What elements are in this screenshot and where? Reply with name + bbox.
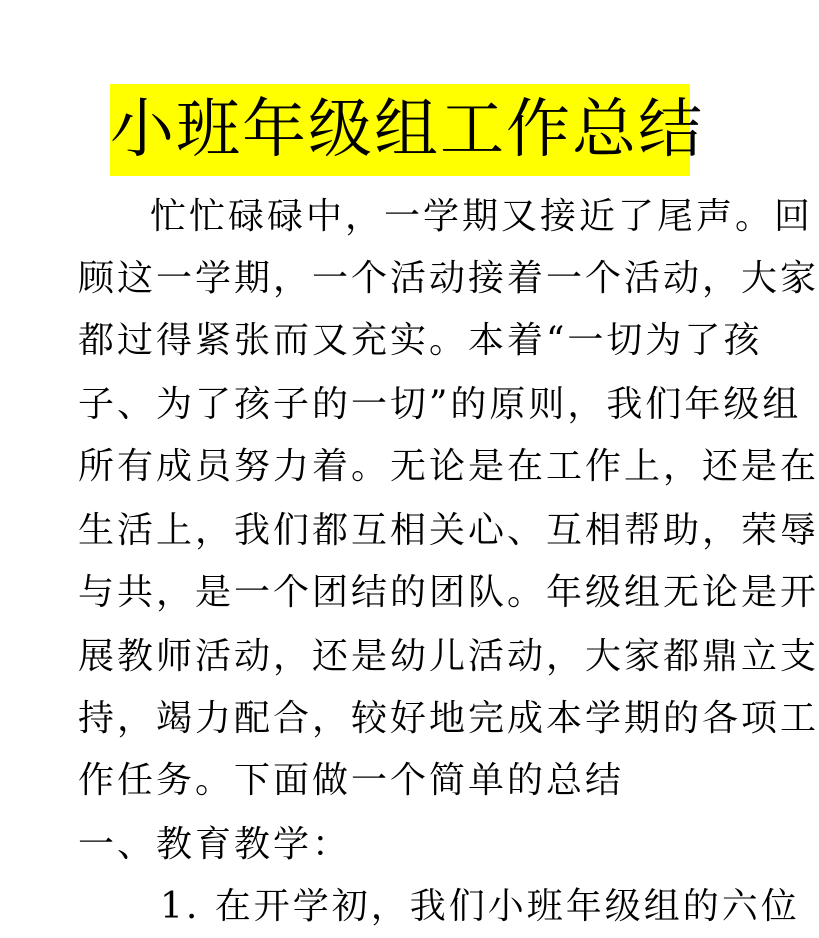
paragraph-line: 展教师活动，还是幼儿活动，大家都鼎立支 bbox=[78, 636, 819, 677]
paragraph-line: 生活上，我们都互相关心、互相帮助，荣辱 bbox=[78, 510, 819, 551]
paragraph-line: 忙忙碌碌中，一学期又接近了尾声。回 bbox=[150, 196, 814, 237]
paragraph-line: 顾这一学期，一个活动接着一个活动，大家 bbox=[78, 258, 819, 299]
paragraph-line: 所有成员努力着。无论是在工作上，还是在 bbox=[78, 446, 819, 487]
paragraph-line: 作任务。下面做一个简单的总结 bbox=[78, 760, 625, 801]
document-title: 小班年级组工作总结 bbox=[110, 93, 704, 167]
paragraph-line: 子、为了孩子的一切”的原则，我们年级组 bbox=[78, 384, 802, 425]
paragraph-line: 持，竭力配合，较好地完成本学期的各项工 bbox=[78, 698, 819, 739]
paragraph-line: 与共，是一个团结的团队。年级组无论是开 bbox=[78, 572, 819, 613]
paragraph-line: 都过得紧张而又充实。本着“一切为了孩 bbox=[78, 320, 763, 361]
paragraph-line-partial: 1. 在开学初，我们小班年级组的六位 bbox=[160, 886, 800, 927]
section-heading: 一、教育教学： bbox=[78, 824, 352, 865]
